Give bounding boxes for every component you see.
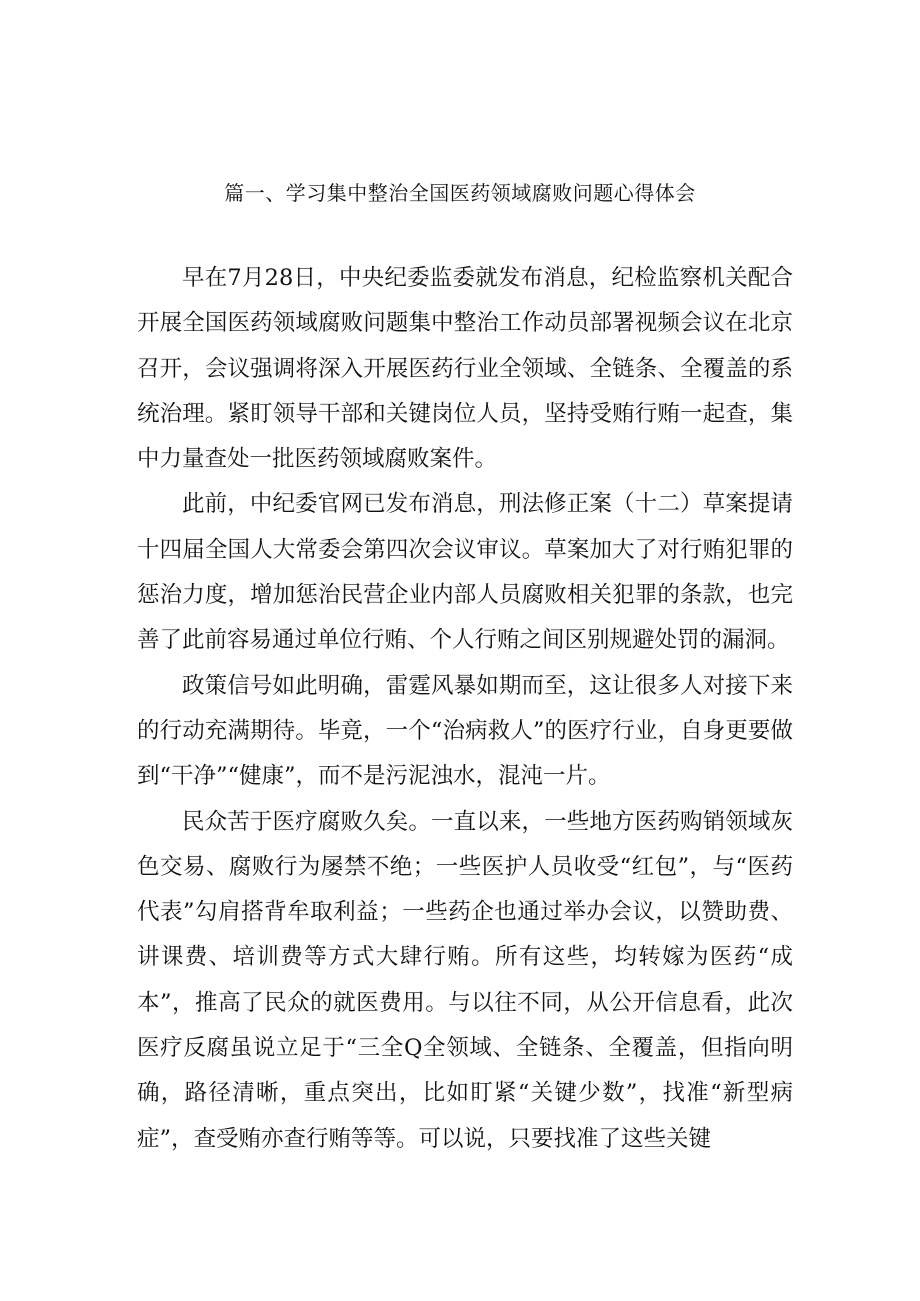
- paragraph: 早在7月28日，中央纪委监委就发布消息，纪检监察机关配合开展全国医药领域腐败问题集中整治工作动员部署视频会议在北京召开，会议强调将深入开展医药行业全领域、全链条、全覆盖的系统治理。紧盯领导干部和关键岗位人员，坚持受贿行贿一起查，集中力量查处一批医药领域腐败案件。: [137, 265, 793, 473]
- document-body: [137, 256, 793, 1162]
- paragraph: 民众苦于医疗腐败久矣。一直以来，一些地方医药购销领域灰色交易、腐败行为屡禁不绝；一些医护人员收受“红包”，与“医药代表”勾肩搭背牟取利益；一些药企也通过举办会议，以赞助费、讲课费、培训费等方式大肆行贿。所有这些，均转嫁为医药“成本”，推高了民众的就医费用。与以往不同，从公开信息看，此次医疗反腐虽说立足于“三全Q全领域、全链条、全覆盖，但指向明确，路径清晰，重点突出，比如盯紧“关键少数”，找准“新型病症”，查受贿亦查行贿等等。可以说，只要找准了这些关键: [137, 808, 793, 1152]
- document-title: 篇一、学习集中整治全国医药领域腐败问题心得体会: [224, 181, 696, 205]
- paragraph: 政策信号如此明确，雷霆风暴如期而至，这让很多人对接下来的行动充满期待。毕竟，一个“治病救人”的医疗行业，自身更要做到“干净”“健康”，而不是污泥浊水，混沌一片。: [137, 672, 793, 790]
- paragraph: 此前，中纪委官网已发布消息，刑法修正案（十二）草案提请十四届全国人大常委会第四次会议审议。草案加大了对行贿犯罪的惩治力度，增加惩治民营企业内部人员腐败相关犯罪的条款，也完善了此前容易通过单位行贿、个人行贿之间区别规避处罚的漏洞。: [137, 491, 793, 654]
